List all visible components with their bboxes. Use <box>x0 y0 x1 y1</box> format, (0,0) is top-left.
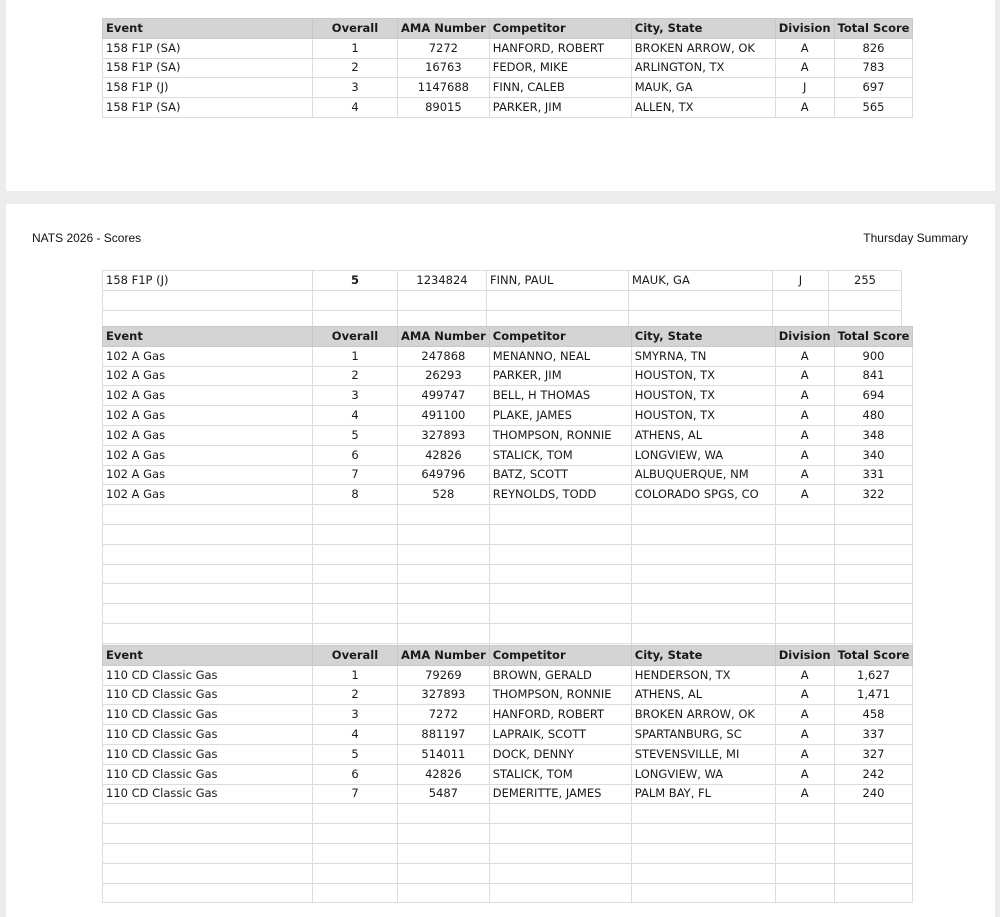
column-header: Competitor <box>489 646 631 666</box>
empty-cell <box>489 505 631 525</box>
table-cell: A <box>775 445 834 465</box>
empty-cell <box>103 883 313 903</box>
empty-cell <box>834 505 913 525</box>
table-cell: 337 <box>834 725 913 745</box>
page-2 <box>6 204 995 917</box>
table-cell: ARLINGTON, TX <box>631 58 775 78</box>
table-cell: 697 <box>834 78 913 98</box>
table-cell: FINN, CALEB <box>489 78 631 98</box>
table-cell: 881197 <box>398 725 490 745</box>
empty-cell <box>631 623 775 643</box>
table-cell: STALICK, TOM <box>489 445 631 465</box>
table-cell: 3 <box>313 386 398 406</box>
table-cell: A <box>775 386 834 406</box>
table-cell: HOUSTON, TX <box>631 366 775 386</box>
empty-cell <box>834 564 913 584</box>
empty-row <box>103 604 913 624</box>
empty-cell <box>398 604 490 624</box>
table-cell: A <box>775 346 834 366</box>
table-cell: 110 CD Classic Gas <box>103 705 313 725</box>
empty-cell <box>313 544 398 564</box>
empty-cell <box>313 623 398 643</box>
empty-row <box>103 544 913 564</box>
table-cell: 102 A Gas <box>103 485 313 505</box>
table-cell: 3 <box>313 78 398 98</box>
results-table-f1p <box>102 18 913 118</box>
empty-row <box>103 524 913 544</box>
table-cell: 240 <box>834 784 913 804</box>
table-row <box>103 98 913 118</box>
empty-cell <box>834 804 913 824</box>
empty-cell <box>631 604 775 624</box>
table-cell: 255 <box>829 271 902 291</box>
empty-row <box>103 804 913 824</box>
table-cell: 1 <box>313 665 398 685</box>
table-cell: STEVENSVILLE, MI <box>631 744 775 764</box>
table-cell: 514011 <box>398 744 490 764</box>
table-cell: 247868 <box>398 346 490 366</box>
column-header: Division <box>775 646 834 666</box>
table-cell: 5 <box>313 744 398 764</box>
table-cell: FEDOR, MIKE <box>489 58 631 78</box>
table-cell: A <box>775 784 834 804</box>
table-cell: 2 <box>313 685 398 705</box>
table-cell: 1,471 <box>834 685 913 705</box>
table-cell: 1234824 <box>398 271 487 291</box>
table-cell: A <box>775 98 834 118</box>
empty-cell <box>834 863 913 883</box>
empty-cell <box>313 804 398 824</box>
empty-cell <box>834 584 913 604</box>
table-row <box>103 406 913 426</box>
empty-cell <box>489 883 631 903</box>
empty-cell <box>775 863 834 883</box>
table-cell: A <box>775 465 834 485</box>
empty-cell <box>775 584 834 604</box>
table-cell: BROKEN ARROW, OK <box>631 38 775 58</box>
table-cell: 327 <box>834 744 913 764</box>
table-cell: 8 <box>313 485 398 505</box>
empty-cell <box>834 544 913 564</box>
table-row <box>103 366 913 386</box>
table-cell: SPARTANBURG, SC <box>631 725 775 745</box>
table-cell: COLORADO SPGS, CO <box>631 485 775 505</box>
table-row <box>103 78 913 98</box>
empty-cell <box>631 804 775 824</box>
empty-cell <box>631 564 775 584</box>
column-header: Event <box>103 646 313 666</box>
table-cell: 102 A Gas <box>103 445 313 465</box>
empty-cell <box>103 843 313 863</box>
empty-cell <box>313 843 398 863</box>
empty-cell <box>103 824 313 844</box>
empty-cell <box>775 564 834 584</box>
table-cell: A <box>775 665 834 685</box>
table-cell: 327893 <box>398 685 490 705</box>
results-table-f1p-continued <box>102 270 902 330</box>
column-header: AMA Number <box>398 646 490 666</box>
empty-cell <box>313 584 398 604</box>
empty-cell <box>773 290 829 310</box>
column-header: Event <box>103 327 313 347</box>
table-cell: BROWN, GERALD <box>489 665 631 685</box>
document-title: NATS 2026 - Scores <box>32 231 142 245</box>
table-cell: BATZ, SCOTT <box>489 465 631 485</box>
table-row <box>103 386 913 406</box>
table-cell: A <box>775 38 834 58</box>
table-cell: 6 <box>313 445 398 465</box>
table-cell: 694 <box>834 386 913 406</box>
column-header: Competitor <box>489 327 631 347</box>
table-cell: 7 <box>313 784 398 804</box>
table-cell: 110 CD Classic Gas <box>103 764 313 784</box>
page-subtitle: Thursday Summary <box>863 231 968 245</box>
table-row <box>103 705 913 725</box>
table-row <box>103 744 913 764</box>
column-header: Competitor <box>489 19 631 39</box>
empty-row <box>103 863 913 883</box>
table-cell: 458 <box>834 705 913 725</box>
page-1 <box>6 0 995 191</box>
table-cell: FINN, PAUL <box>487 271 629 291</box>
table-header-row <box>103 19 913 39</box>
table-cell: PALM BAY, FL <box>631 784 775 804</box>
empty-row <box>103 824 913 844</box>
table-cell: PARKER, JIM <box>489 366 631 386</box>
empty-cell <box>489 564 631 584</box>
empty-cell <box>631 584 775 604</box>
table-cell: 102 A Gas <box>103 346 313 366</box>
table-cell: STALICK, TOM <box>489 764 631 784</box>
column-header: Total Score <box>834 19 913 39</box>
empty-row <box>103 505 913 525</box>
table-cell: A <box>775 366 834 386</box>
table-cell: PLAKE, JAMES <box>489 406 631 426</box>
empty-cell <box>103 544 313 564</box>
empty-cell <box>103 290 313 310</box>
table-cell: 102 A Gas <box>103 425 313 445</box>
table-row <box>103 58 913 78</box>
column-header: City, State <box>631 646 775 666</box>
column-header: AMA Number <box>398 327 490 347</box>
table-header-row <box>103 646 913 666</box>
table-cell: LONGVIEW, WA <box>631 445 775 465</box>
table-cell: ALBUQUERQUE, NM <box>631 465 775 485</box>
table-cell: DOCK, DENNY <box>489 744 631 764</box>
table-cell: 89015 <box>398 98 490 118</box>
results-table-cd-classic-gas <box>102 645 913 903</box>
empty-cell <box>775 544 834 564</box>
column-header: Total Score <box>834 327 913 347</box>
empty-cell <box>631 505 775 525</box>
table-row <box>103 38 913 58</box>
table-header-row <box>103 327 913 347</box>
empty-cell <box>103 863 313 883</box>
empty-cell <box>103 604 313 624</box>
empty-cell <box>103 505 313 525</box>
table-cell: 1 <box>313 38 398 58</box>
table-cell: 327893 <box>398 425 490 445</box>
table-row <box>103 445 913 465</box>
table-cell: 528 <box>398 485 490 505</box>
table-cell: A <box>775 685 834 705</box>
empty-cell <box>631 824 775 844</box>
table-cell: 841 <box>834 366 913 386</box>
column-header: Division <box>775 19 834 39</box>
table-cell: MENANNO, NEAL <box>489 346 631 366</box>
column-header: City, State <box>631 19 775 39</box>
table-cell: 4 <box>313 406 398 426</box>
empty-cell <box>398 290 487 310</box>
table-cell: ATHENS, AL <box>631 425 775 445</box>
empty-cell <box>631 544 775 564</box>
table-cell: 5 <box>313 271 398 291</box>
table-cell: 7272 <box>398 38 490 58</box>
table-cell: 42826 <box>398 445 490 465</box>
table-cell: A <box>775 744 834 764</box>
empty-cell <box>398 863 490 883</box>
table-row <box>103 685 913 705</box>
table-cell: 158 F1P (SA) <box>103 58 313 78</box>
empty-cell <box>103 623 313 643</box>
table-cell: A <box>775 406 834 426</box>
table-cell: 4 <box>313 98 398 118</box>
empty-cell <box>489 584 631 604</box>
table-cell: A <box>775 705 834 725</box>
empty-cell <box>775 883 834 903</box>
empty-cell <box>398 824 490 844</box>
empty-cell <box>313 290 398 310</box>
table-cell: A <box>775 58 834 78</box>
table-cell: 16763 <box>398 58 490 78</box>
results-table-a-gas <box>102 326 913 664</box>
empty-cell <box>829 290 902 310</box>
table-cell: 348 <box>834 425 913 445</box>
table-row <box>103 764 913 784</box>
table-cell: BELL, H THOMAS <box>489 386 631 406</box>
table-cell: 322 <box>834 485 913 505</box>
empty-cell <box>775 505 834 525</box>
empty-cell <box>398 544 490 564</box>
empty-cell <box>631 524 775 544</box>
table-cell: 158 F1P (SA) <box>103 38 313 58</box>
empty-cell <box>834 824 913 844</box>
empty-cell <box>398 524 490 544</box>
table-cell: J <box>773 271 829 291</box>
table-cell: 158 F1P (J) <box>103 271 313 291</box>
empty-cell <box>631 883 775 903</box>
empty-cell <box>775 524 834 544</box>
empty-cell <box>398 883 490 903</box>
table-cell: 2 <box>313 366 398 386</box>
table-cell: ATHENS, AL <box>631 685 775 705</box>
column-header: AMA Number <box>398 19 490 39</box>
empty-cell <box>103 524 313 544</box>
table-cell: 6 <box>313 764 398 784</box>
empty-cell <box>487 290 629 310</box>
table-cell: 783 <box>834 58 913 78</box>
empty-cell <box>489 623 631 643</box>
table-cell: J <box>775 78 834 98</box>
table-cell: 1147688 <box>398 78 490 98</box>
empty-cell <box>489 544 631 564</box>
empty-cell <box>489 524 631 544</box>
empty-cell <box>834 883 913 903</box>
empty-cell <box>313 564 398 584</box>
empty-cell <box>398 584 490 604</box>
empty-cell <box>834 843 913 863</box>
empty-cell <box>313 604 398 624</box>
table-row <box>103 346 913 366</box>
table-row <box>103 725 913 745</box>
empty-cell <box>103 804 313 824</box>
table-cell: 2 <box>313 58 398 78</box>
table-row <box>103 465 913 485</box>
column-header: Event <box>103 19 313 39</box>
empty-cell <box>313 883 398 903</box>
empty-cell <box>313 505 398 525</box>
table-cell: 1,627 <box>834 665 913 685</box>
table-cell: 1 <box>313 346 398 366</box>
empty-cell <box>775 804 834 824</box>
empty-cell <box>103 564 313 584</box>
table-cell: 4 <box>313 725 398 745</box>
table-row <box>103 665 913 685</box>
empty-cell <box>103 584 313 604</box>
table-cell: 5487 <box>398 784 490 804</box>
empty-row <box>103 623 913 643</box>
table-cell: A <box>775 725 834 745</box>
table-cell: LAPRAIK, SCOTT <box>489 725 631 745</box>
table-row <box>103 784 913 804</box>
table-cell: 102 A Gas <box>103 386 313 406</box>
table-cell: DEMERITTE, JAMES <box>489 784 631 804</box>
table-cell: THOMPSON, RONNIE <box>489 685 631 705</box>
table-cell: REYNOLDS, TODD <box>489 485 631 505</box>
table-cell: 5 <box>313 425 398 445</box>
column-header: City, State <box>631 327 775 347</box>
empty-row <box>103 843 913 863</box>
empty-row <box>103 290 902 310</box>
table-cell: THOMPSON, RONNIE <box>489 425 631 445</box>
empty-cell <box>631 843 775 863</box>
table-cell: 480 <box>834 406 913 426</box>
empty-cell <box>313 524 398 544</box>
empty-cell <box>489 863 631 883</box>
table-cell: HOUSTON, TX <box>631 386 775 406</box>
empty-cell <box>834 524 913 544</box>
table-cell: 649796 <box>398 465 490 485</box>
table-cell: 3 <box>313 705 398 725</box>
table-cell: HENDERSON, TX <box>631 665 775 685</box>
table-cell: A <box>775 425 834 445</box>
table-cell: 102 A Gas <box>103 406 313 426</box>
table-cell: A <box>775 764 834 784</box>
empty-cell <box>775 843 834 863</box>
table-cell: 826 <box>834 38 913 58</box>
empty-cell <box>775 824 834 844</box>
table-cell: MAUK, GA <box>631 78 775 98</box>
table-cell: 565 <box>834 98 913 118</box>
column-header: Total Score <box>834 646 913 666</box>
table-cell: 7272 <box>398 705 490 725</box>
table-cell: SMYRNA, TN <box>631 346 775 366</box>
table-cell: HOUSTON, TX <box>631 406 775 426</box>
table-cell: 110 CD Classic Gas <box>103 725 313 745</box>
table-cell: ALLEN, TX <box>631 98 775 118</box>
empty-cell <box>313 863 398 883</box>
table-cell: BROKEN ARROW, OK <box>631 705 775 725</box>
empty-cell <box>398 804 490 824</box>
empty-cell <box>398 505 490 525</box>
table-cell: 102 A Gas <box>103 366 313 386</box>
table-cell: MAUK, GA <box>629 271 773 291</box>
table-cell: 110 CD Classic Gas <box>103 685 313 705</box>
table-cell: 491100 <box>398 406 490 426</box>
table-cell: 158 F1P (J) <box>103 78 313 98</box>
table-cell: LONGVIEW, WA <box>631 764 775 784</box>
table-cell: 110 CD Classic Gas <box>103 784 313 804</box>
table-cell: 242 <box>834 764 913 784</box>
column-header: Overall <box>313 327 398 347</box>
table-cell: 42826 <box>398 764 490 784</box>
empty-cell <box>775 623 834 643</box>
table-cell: 158 F1P (SA) <box>103 98 313 118</box>
table-cell: A <box>775 485 834 505</box>
empty-cell <box>631 863 775 883</box>
empty-cell <box>489 604 631 624</box>
empty-row <box>103 584 913 604</box>
table-cell: 110 CD Classic Gas <box>103 744 313 764</box>
empty-cell <box>775 604 834 624</box>
empty-cell <box>834 623 913 643</box>
table-cell: HANFORD, ROBERT <box>489 38 631 58</box>
table-row <box>103 271 902 291</box>
column-header: Overall <box>313 19 398 39</box>
table-row <box>103 425 913 445</box>
empty-cell <box>398 564 490 584</box>
table-cell: 331 <box>834 465 913 485</box>
empty-row <box>103 883 913 903</box>
empty-row <box>103 564 913 584</box>
empty-cell <box>489 843 631 863</box>
table-cell: 340 <box>834 445 913 465</box>
table-cell: PARKER, JIM <box>489 98 631 118</box>
column-header: Division <box>775 327 834 347</box>
empty-cell <box>629 290 773 310</box>
empty-cell <box>489 804 631 824</box>
table-cell: 110 CD Classic Gas <box>103 665 313 685</box>
empty-cell <box>313 824 398 844</box>
table-cell: 900 <box>834 346 913 366</box>
empty-cell <box>489 824 631 844</box>
empty-cell <box>834 604 913 624</box>
column-header: Overall <box>313 646 398 666</box>
table-cell: 102 A Gas <box>103 465 313 485</box>
table-cell: 499747 <box>398 386 490 406</box>
empty-cell <box>398 623 490 643</box>
table-cell: 26293 <box>398 366 490 386</box>
table-row <box>103 485 913 505</box>
empty-cell <box>398 843 490 863</box>
table-cell: HANFORD, ROBERT <box>489 705 631 725</box>
table-cell: 79269 <box>398 665 490 685</box>
table-cell: 7 <box>313 465 398 485</box>
